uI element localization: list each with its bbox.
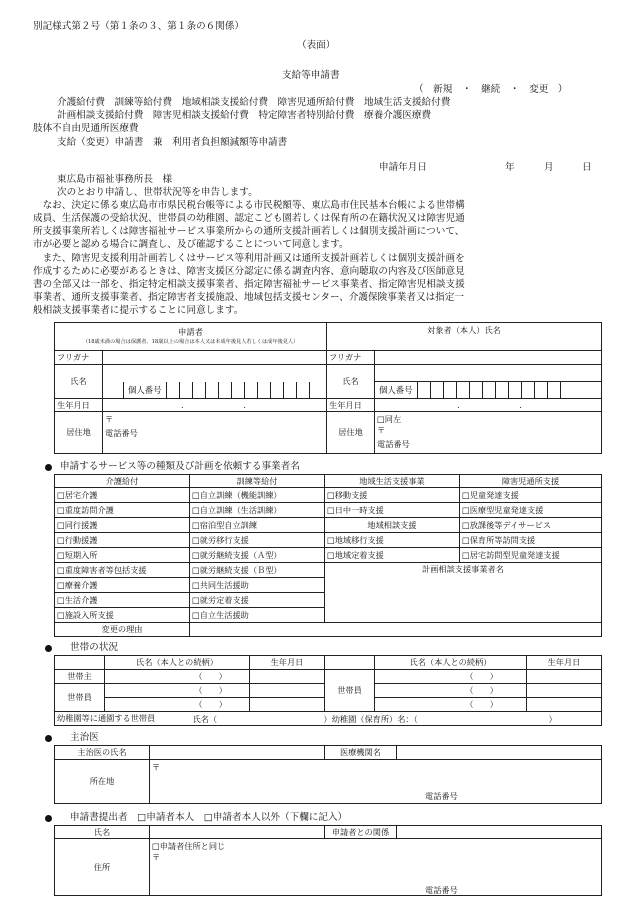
- relation-label: 申請者との関係: [325, 826, 397, 839]
- my-number-digit-box[interactable]: [309, 382, 322, 398]
- member-label: 世帯員: [55, 684, 105, 712]
- service-option[interactable]: □居宅介護: [55, 488, 190, 503]
- intro-line: 作成するために必要があるときは、障害支援区分認定に係る調査内容、意向聴取の内容及び医師意見: [33, 266, 465, 277]
- household-member-field[interactable]: （ ）: [375, 684, 527, 698]
- year-label: 年: [505, 162, 515, 173]
- service-option[interactable]: □自立訓練（生活訓練）: [190, 503, 325, 518]
- submitter-table: [54, 825, 602, 896]
- subject-address-field[interactable]: [375, 412, 602, 454]
- kindergarten-field[interactable]: [192, 712, 602, 726]
- service-option[interactable]: □保育所等訪問支援: [460, 533, 602, 548]
- subject-header: 対象者（本人）氏名: [327, 323, 602, 351]
- service-option[interactable]: □医療型児童発達支援: [460, 503, 602, 518]
- household-member-field[interactable]: （ ）: [105, 698, 250, 712]
- date-dot: .: [457, 399, 460, 410]
- household-table: [54, 655, 602, 726]
- form-title: 支給等申請書: [282, 70, 340, 81]
- service-option[interactable]: □児童発達支援: [460, 488, 602, 503]
- birth-label: 生年月日: [327, 399, 375, 412]
- col-header-community: 地域生活支援事業: [325, 475, 460, 488]
- same-address-checkbox[interactable]: □申請者住所と同じ: [152, 841, 226, 851]
- hospital-field[interactable]: [397, 746, 602, 760]
- plan-consult-provider[interactable]: 計画相談支援事業者名: [325, 563, 602, 623]
- service-option[interactable]: □療養介護: [55, 578, 190, 593]
- my-number-digit-box[interactable]: [534, 382, 547, 398]
- my-number-digit-box[interactable]: [244, 382, 257, 398]
- section-bullet: [45, 815, 52, 822]
- col-header-care: 介護給付: [55, 475, 190, 488]
- service-option[interactable]: □自立生活援助: [190, 608, 325, 623]
- phone-label: 電話番号: [425, 885, 458, 895]
- postal-mark: 〒: [152, 852, 161, 863]
- col-header-training: 訓練等給付: [190, 475, 325, 488]
- form-side: （表面）: [297, 40, 336, 51]
- household-member-field[interactable]: （ ）: [375, 698, 527, 712]
- name-label: 氏名: [327, 365, 375, 399]
- head-of-household-label: 世帯主: [55, 670, 105, 684]
- service-option[interactable]: □施設入所支援: [55, 608, 190, 623]
- doctor-location-field[interactable]: [150, 760, 602, 804]
- applicant-header-cell: [55, 323, 327, 351]
- same-as-checkbox[interactable]: □同左: [377, 414, 402, 424]
- service-option[interactable]: □日中一時支援: [325, 503, 460, 518]
- household-birth-field[interactable]: [250, 698, 325, 712]
- postal-mark: 〒: [377, 425, 386, 436]
- submitter-name-label: 氏名: [55, 826, 150, 839]
- phone-label: 電話番号: [377, 439, 410, 450]
- phone-label: 電話番号: [105, 428, 138, 439]
- col-header-child: 障害児通所支援: [460, 475, 602, 488]
- submitter-address-label: 住所: [55, 839, 150, 896]
- my-number-digit-box[interactable]: [521, 382, 534, 398]
- intro-line: 事業者、通所支援事業者、指定障害者支援施設、地域包括支援センター、介護保険事業者又は指定一: [33, 292, 464, 303]
- my-number-digit-box[interactable]: [456, 382, 469, 398]
- section-bullet: [45, 645, 52, 652]
- my-number-label: 個人番号: [128, 384, 162, 395]
- date-label: 申請年月日: [379, 162, 427, 173]
- intro-line: また、障害児支援利用計画若しくはサービス等利用計画又は通所支援計画若しくは個別支援計画を: [33, 253, 465, 264]
- services-heading: 申請するサービス等の種類及び計画を依頼する事業者名: [60, 461, 300, 472]
- submitter-heading[interactable]: 申請書提出者 □申請者本人 □申請者本人以外（下欄に記入）: [70, 812, 348, 823]
- household-birth-field[interactable]: [527, 670, 602, 684]
- service-option[interactable]: □短期入所: [55, 548, 190, 563]
- services-line-2: 計画相談支援給付費 障害児相談支援給付費 特定障害者特別給付費 療養介護医療費: [57, 110, 432, 121]
- applicant-my-number[interactable]: [123, 382, 326, 398]
- change-reason-label: 変更の理由: [55, 623, 190, 637]
- month-label: 月: [544, 162, 554, 173]
- doctor-location-label: 所在地: [55, 760, 150, 804]
- applicant-name-field[interactable]: [103, 365, 327, 399]
- my-number-digit-box[interactable]: [495, 382, 508, 398]
- service-option[interactable]: □就労定着支援: [190, 593, 325, 608]
- service-option[interactable]: □同行援護: [55, 518, 190, 533]
- kindergarten-label-text: 幼稚園等に通園する世帯員: [57, 713, 156, 724]
- subject-birth-field[interactable]: [375, 399, 602, 412]
- subject-furigana-field[interactable]: [375, 351, 602, 365]
- community-consult-subheader: 地域相談支援: [325, 518, 460, 533]
- name-label: 氏名: [55, 365, 103, 399]
- kindergarten-name-text: 氏名（ ）幼稚園（保育所）名：（ ）: [192, 714, 557, 724]
- birth-label: 生年月日: [55, 399, 103, 412]
- service-option[interactable]: □共同生活援助: [190, 578, 325, 593]
- doctor-name-field[interactable]: [150, 746, 325, 760]
- service-option[interactable]: □就労継続支援（Ａ型）: [190, 548, 325, 563]
- household-member-field[interactable]: （ ）: [375, 670, 527, 684]
- service-option[interactable]: □宿泊型自立訓練: [190, 518, 325, 533]
- submitter-address-field[interactable]: [150, 839, 602, 896]
- intro-line: 所支援事業所若しくは障害福祉サービス事業所からの通所支援計画若しくは個別支援計画について、: [33, 226, 465, 237]
- intro-line: 市が必要と認める場合に調査し、及び確認することについて同意します。: [33, 239, 349, 250]
- subject-my-number[interactable]: [375, 381, 601, 398]
- intro-line: 成員、生活保護の受給状況、世帯員の幼稚園、認定こども園若しくは保育所の在籍状況又は障害児通: [33, 213, 465, 224]
- section-bullet: [45, 735, 52, 742]
- service-option[interactable]: □自立訓練（機能訓練）: [190, 488, 325, 503]
- my-number-digit-box[interactable]: [508, 382, 521, 398]
- my-number-digit-box[interactable]: [417, 382, 430, 398]
- service-option[interactable]: □放課後等デイサービス: [460, 518, 602, 533]
- household-birth-field[interactable]: [250, 684, 325, 698]
- intro-line: 書の全部又は一部を、指定特定相談支援事業者、指定障害福祉サービス事業者、指定障害児相談支援: [33, 279, 465, 290]
- service-option[interactable]: □地域定着支援: [325, 548, 460, 563]
- date-dot: .: [243, 399, 246, 410]
- household-birth-col: 生年月日: [527, 656, 602, 670]
- doctor-heading: 主治医: [70, 732, 99, 743]
- doctor-name-label: 主治医の氏名: [55, 746, 150, 760]
- furigana-label: フリガナ: [55, 351, 103, 365]
- day-label: 日: [582, 162, 592, 173]
- household-name-col: 氏名（本人との続柄）: [375, 656, 527, 670]
- addressee: 東広島市福祉事務所長 様: [57, 174, 173, 185]
- relation-field[interactable]: [397, 826, 602, 839]
- service-option[interactable]: □行動援護: [55, 533, 190, 548]
- service-option[interactable]: □生活介護: [55, 593, 190, 608]
- applicant-table: [54, 322, 602, 454]
- phone-label: 電話番号: [425, 791, 458, 801]
- furigana-label: フリガナ: [327, 351, 375, 365]
- applicant-header: 申請者: [177, 327, 204, 338]
- application-type: （ 新規 ・ 継続 ・ 変更 ）: [414, 84, 568, 95]
- applicant-birth-field[interactable]: [103, 399, 327, 412]
- submitter-name-field[interactable]: [150, 826, 325, 839]
- my-number-digit-box[interactable]: [166, 382, 179, 398]
- applicant-note: （18歳未満の場合は保護者、18歳以上の場合は本人又は本成年後見人若しくは成年後見人）: [82, 338, 299, 345]
- intro-line: 般相談支援事業者に提示することに同意します。: [33, 305, 244, 316]
- services-line-4: 支給（変更）申請書 兼 利用者負担額減額等申請書: [57, 137, 288, 148]
- household-birth-field[interactable]: [527, 684, 602, 698]
- household-member-field[interactable]: （ ）: [105, 684, 250, 698]
- my-number-label: 個人番号: [379, 384, 413, 395]
- my-number-digit-box[interactable]: [560, 382, 573, 398]
- my-number-digit-box[interactable]: [192, 382, 205, 398]
- household-birth-field[interactable]: [250, 670, 325, 684]
- section-bullet: [45, 464, 52, 471]
- my-number-digit-box[interactable]: [430, 382, 443, 398]
- service-option[interactable]: □重度訪問介護: [55, 503, 190, 518]
- intro-line: なお、決定に係る東広島市市県民税台帳等による市民税額等、東広島市住民基本台帳による世帯構: [33, 200, 465, 211]
- my-number-digit-box[interactable]: [218, 382, 231, 398]
- address-label: 居住地: [55, 412, 103, 454]
- member-label: 世帯員: [325, 670, 375, 712]
- postal-mark: 〒: [152, 762, 161, 772]
- subject-name-field[interactable]: [375, 365, 602, 399]
- service-option[interactable]: □移動支援: [325, 488, 460, 503]
- applicant-address-field[interactable]: [103, 412, 327, 454]
- service-option[interactable]: □地域移行支援: [325, 533, 460, 548]
- form-number: 別記様式第２号（第１条の３、第１条の６関係）: [33, 21, 245, 32]
- household-birth-field[interactable]: [527, 698, 602, 712]
- service-option[interactable]: □重度障害者等包括支援: [55, 563, 190, 578]
- my-number-digit-box[interactable]: [469, 382, 482, 398]
- address-label: 居住地: [327, 412, 375, 454]
- service-option[interactable]: □就労移行支援: [190, 533, 325, 548]
- household-heading: 世帯の状況: [70, 642, 118, 653]
- service-option[interactable]: □就労継続支援（Ｂ型）: [190, 563, 325, 578]
- doctor-table: [54, 745, 602, 804]
- applicant-furigana-field[interactable]: [103, 351, 327, 365]
- household-member-field[interactable]: （ ）: [105, 670, 250, 684]
- household-birth-col: 生年月日: [250, 656, 325, 670]
- postal-mark: 〒: [105, 414, 114, 424]
- change-reason-field[interactable]: [190, 623, 602, 637]
- my-number-digit-box[interactable]: [296, 382, 309, 398]
- hospital-label: 医療機関名: [325, 746, 397, 760]
- my-number-digit-box[interactable]: [270, 382, 283, 398]
- household-name-col: 氏名（本人との続柄）: [105, 656, 250, 670]
- date-dot: .: [519, 399, 522, 410]
- my-number-digit-box[interactable]: [231, 382, 244, 398]
- intro-line: 次のとおり申請し、世帯状況等を申告します。: [57, 187, 258, 198]
- blank-cell: [325, 656, 375, 670]
- my-number-digit-box[interactable]: [257, 382, 270, 398]
- my-number-digit-box[interactable]: [179, 382, 192, 398]
- services-table: [54, 474, 602, 637]
- my-number-digit-box[interactable]: [547, 382, 560, 398]
- date-dot: .: [181, 399, 184, 410]
- services-line-3: 肢体不自由児通所医療費: [33, 123, 139, 134]
- my-number-digit-box[interactable]: [283, 382, 296, 398]
- my-number-digit-box[interactable]: [443, 382, 456, 398]
- my-number-digit-box[interactable]: [205, 382, 218, 398]
- service-option[interactable]: □居宅訪問型児童発達支援: [460, 548, 602, 563]
- services-line-1: 介護給付費 訓練等給付費 地域相談支援給付費 障害児通所給付費 地域生活支援給付費: [57, 97, 451, 108]
- blank-cell: [55, 656, 105, 670]
- my-number-digit-box[interactable]: [482, 382, 495, 398]
